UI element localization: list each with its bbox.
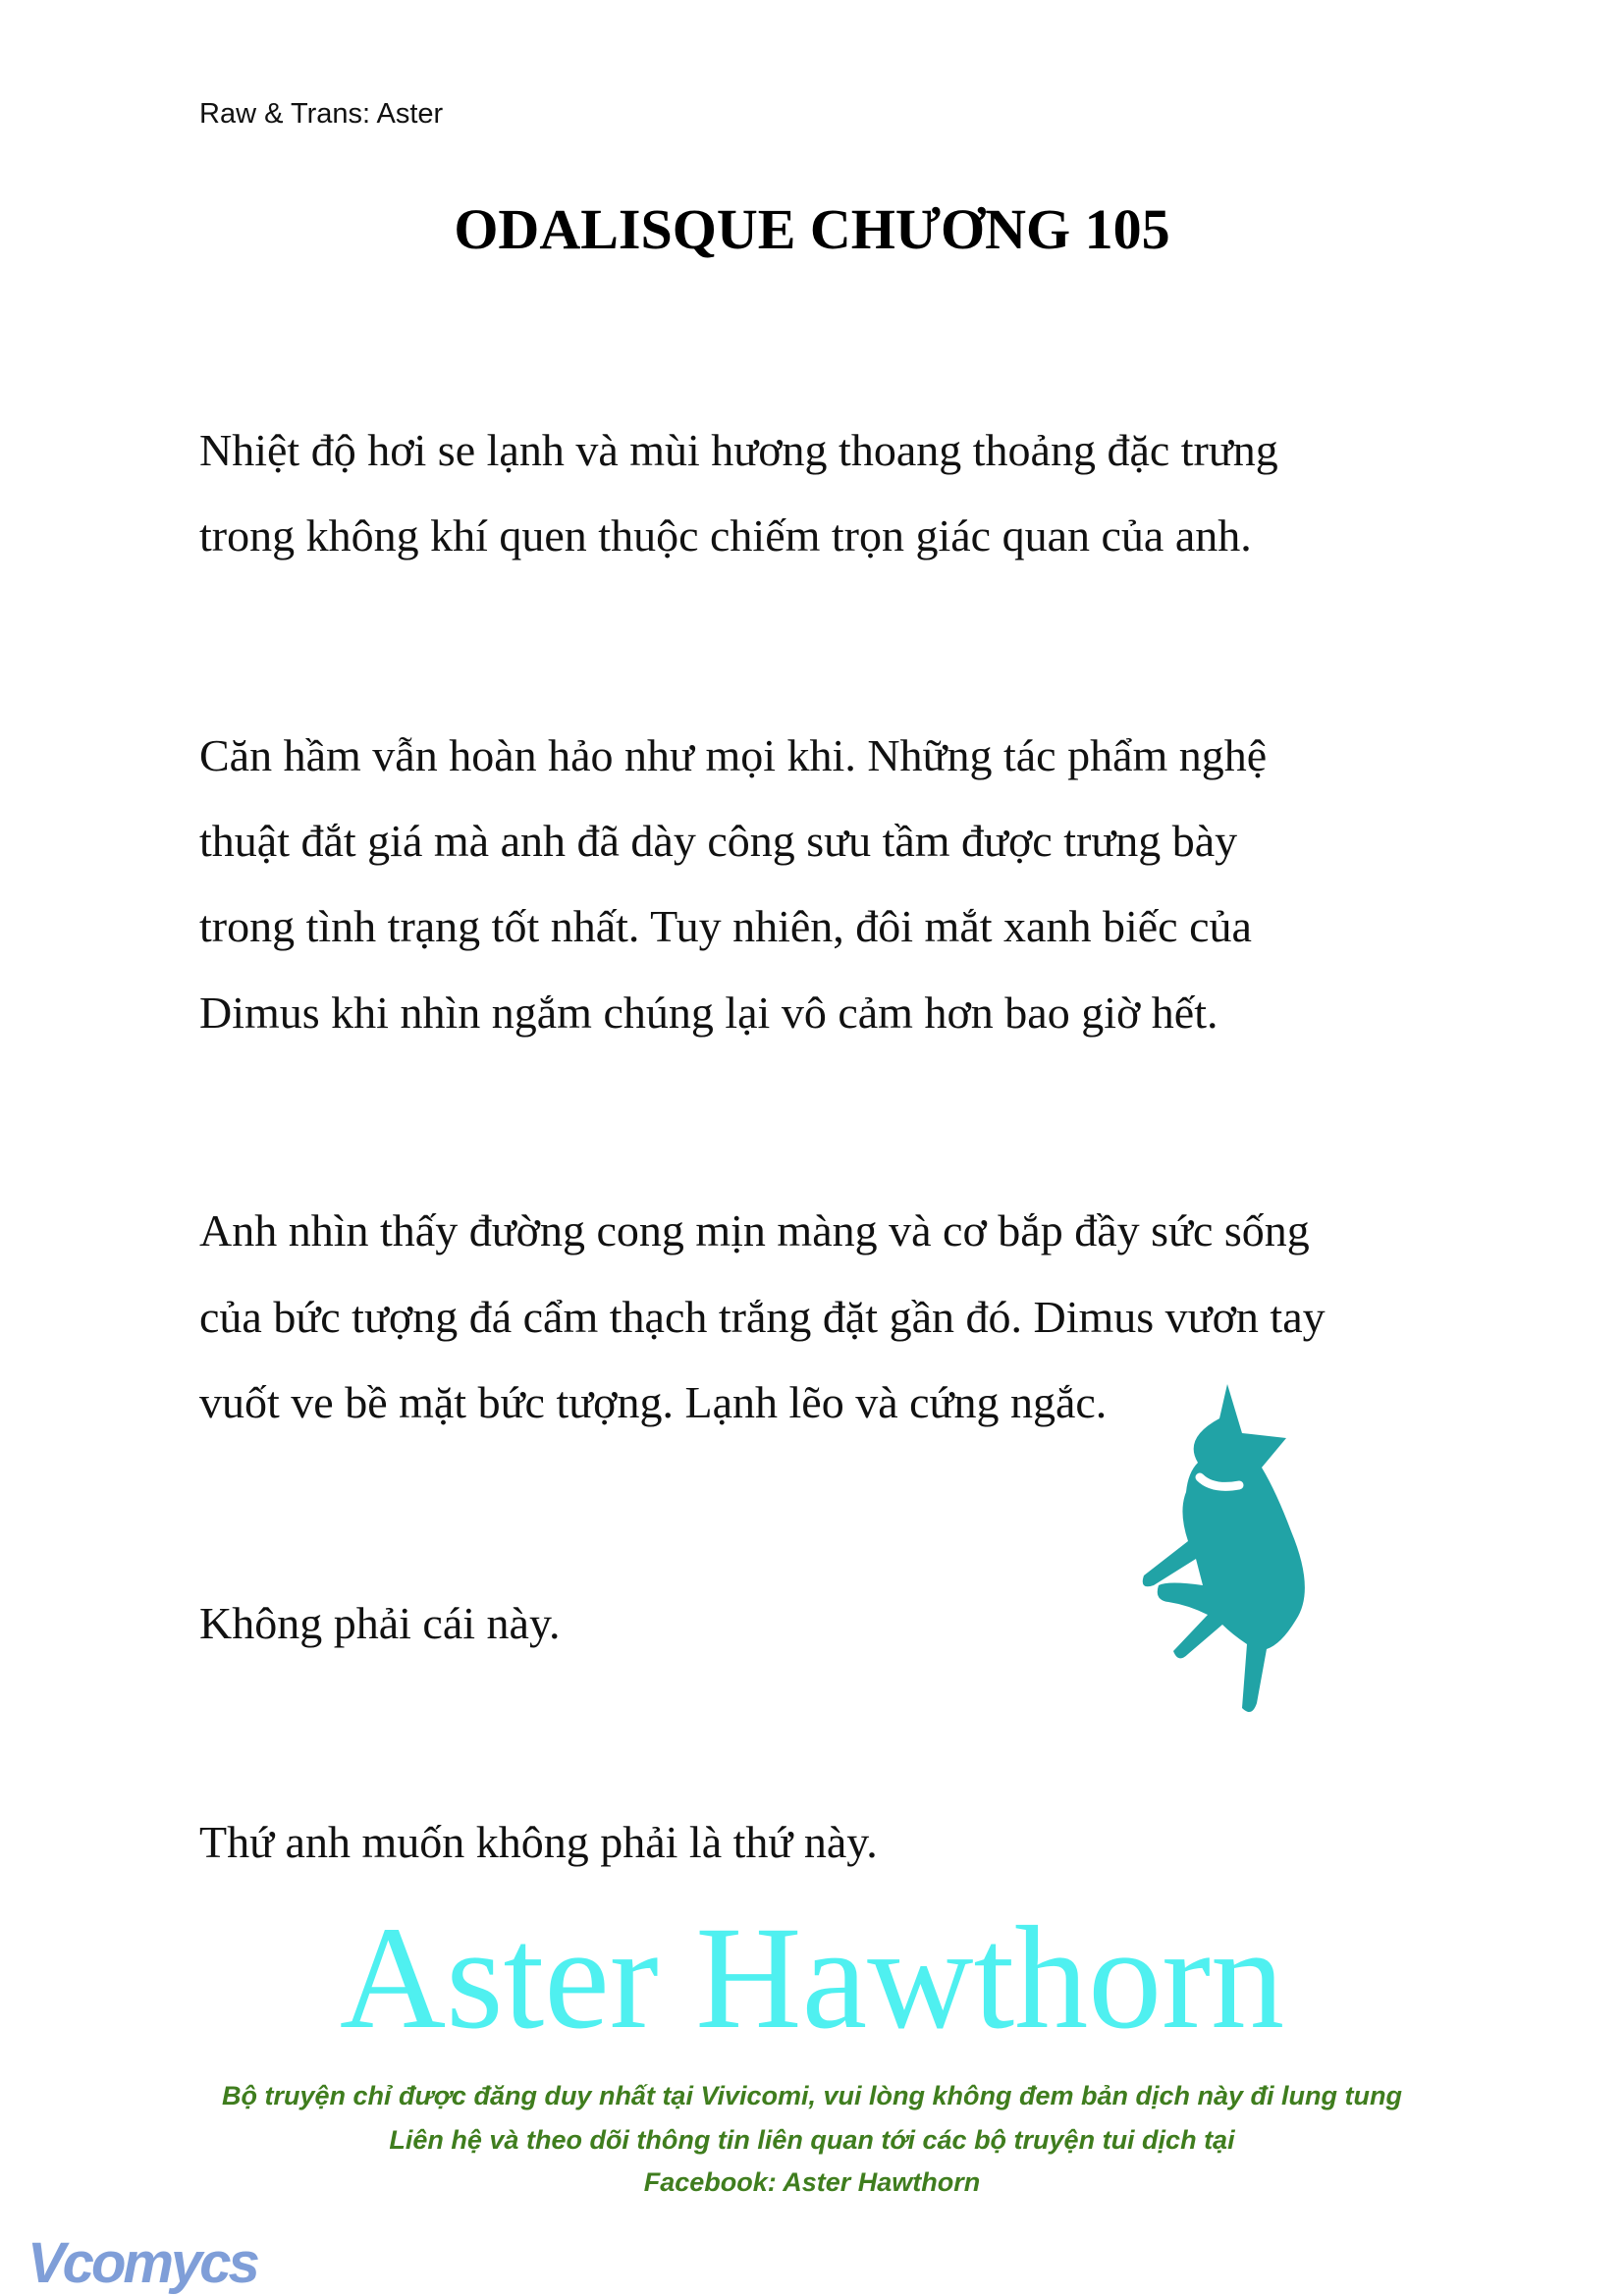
footer-notice: Bộ truyện chỉ được đăng duy nhất tại Vivicomi, vui lòng không đem bản dịch này đi lung tung <box>222 2081 1402 2110</box>
cat-icon <box>1129 1384 1345 1718</box>
credit-line: Raw & Trans: Aster <box>199 98 444 130</box>
body-line: vuốt ve bề mặt bức tượng. Lạnh lẽo và cứng ngắc. <box>199 1377 1108 1427</box>
vcomycs-logo: Vcomycs <box>27 2231 257 2295</box>
body-line: thuật đắt giá mà anh đã dày công sưu tầm được trưng bày <box>199 816 1238 866</box>
body-line: của bức tượng đá cẩm thạch trắng đặt gần đó. Dimus vươn tay <box>199 1292 1326 1342</box>
body-line: Không phải cái này. <box>199 1598 561 1648</box>
body-line: trong tình trạng tốt nhất. Tuy nhiên, đôi mắt xanh biếc của <box>199 901 1252 951</box>
body-line: Dimus khi nhìn ngắm chúng lại vô cảm hơn bao giờ hết. <box>199 988 1218 1038</box>
body-line: Nhiệt độ hơi se lạnh và mùi hương thoang thoảng đặc trưng <box>199 425 1278 475</box>
footer-contact: Liên hệ và theo dõi thông tin liên quan tới các bộ truyện tui dịch tại <box>389 2125 1235 2155</box>
chapter-title: ODALISQUE CHƯƠNG 105 <box>454 197 1170 261</box>
body-line: trong không khí quen thuộc chiếm trọn giác quan của anh. <box>199 510 1252 561</box>
footer-facebook: Facebook: Aster Hawthorn <box>643 2167 981 2197</box>
body-line: Thứ anh muốn không phải là thứ này. <box>199 1817 878 1867</box>
watermark: Aster Hawthorn <box>339 1896 1285 2059</box>
body-line: Căn hầm vẫn hoàn hảo như mọi khi. Những tác phẩm nghệ <box>199 730 1268 780</box>
body-line: Anh nhìn thấy đường cong mịn màng và cơ bắp đầy sức sống <box>199 1205 1310 1255</box>
